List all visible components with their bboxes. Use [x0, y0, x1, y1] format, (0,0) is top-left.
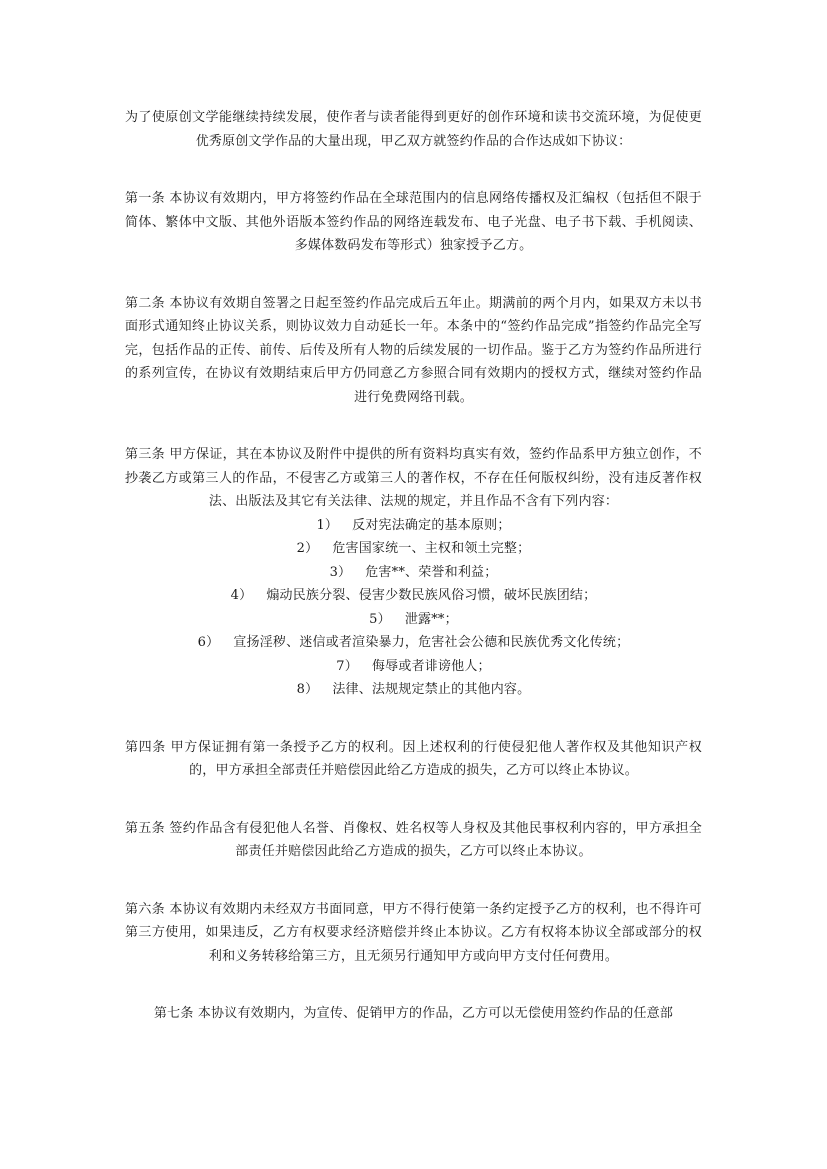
list-item: [125, 655, 702, 679]
article-3: 第三条 甲方保证，其在本协议及附件中提供的所有资料均真实有效，签约作品系甲方独立创作，不抄袭乙方或第三人的作品，不侵害乙方或第三人的著作权，不存在任何版权纠纷，没有违反著作权法、出版法及其它有关法律、法规的规定，并且作品不含有下列内容：: [125, 447, 702, 509]
list-item: [125, 631, 702, 655]
list-item-text: 法律、法规规定禁止的其他内容。: [332, 682, 531, 697]
list-item-text: 煽动民族分裂、侵害少数民族风俗习惯，破坏民族团结；: [266, 588, 597, 603]
list-item-number: 4）: [230, 588, 253, 603]
list-item-number: 1）: [316, 517, 339, 533]
list-item: [125, 678, 702, 702]
list-item-text: 泄露**；: [404, 611, 458, 627]
article-6: 第六条 本协议有效期内未经双方书面同意，甲方不得行使第一条约定授予乙方的权利，也不得许可第三方使用，如果违反，乙方有权要求经济赔偿并终止本协议。乙方有权将本协议全部或部分的权利和义务转移给第三方，且无须另行通知甲方或向甲方支付任何费用。: [125, 901, 702, 964]
paragraph-gap: [125, 864, 702, 898]
list-item-number: 5）: [369, 611, 391, 627]
paragraph-gap: [125, 783, 702, 817]
list-item-number: 7）: [336, 658, 358, 674]
list-item: [125, 584, 702, 608]
list-item-text: 危害**、荣誉和利益；: [365, 564, 498, 580]
list-item: [125, 561, 702, 585]
article-4: 第四条 甲方保证拥有第一条授予乙方的权利。因上述权利的行使侵犯他人著作权及其他知识产权的，甲方承担全部责任并赔偿因此给乙方造成的损失，乙方可以终止本协议。: [125, 739, 702, 778]
article-5: 第五条 签约作品含有侵犯他人名誉、肖像权、姓名权等人身权及其他民事权利内容的，甲方承担全部责任并赔偿因此给乙方造成的损失，乙方可以终止本协议。: [125, 820, 702, 859]
list-item-number: 6）: [197, 635, 220, 650]
paragraph-gap: [125, 409, 702, 443]
list-item: [125, 608, 702, 632]
intro-paragraph: 为了使原创文学能继续持续发展，使作者与读者能得到更好的创作环境和读书交流环境，为促使更优秀原创文学作品的大量出现，甲乙双方就签约作品的合作达成如下协议：: [125, 110, 702, 149]
paragraph-gap: [125, 968, 702, 1002]
document-body: [125, 106, 702, 1026]
list-item: [125, 514, 702, 538]
list-item-text: 反对宪法确定的基本原则；: [352, 517, 511, 533]
article-7: 第七条 本协议有效期内，为宣传、促销甲方的作品，乙方可以无偿使用签约作品的任意部: [153, 1006, 674, 1021]
paragraph-gap: [125, 153, 702, 187]
paragraph-gap: [125, 702, 702, 736]
list-item-number: 2）: [296, 541, 319, 556]
list-item-number: 3）: [329, 564, 352, 580]
list-item: [125, 537, 702, 561]
article-2: 第二条 本协议有效期自签署之日起至签约作品完成后五年止。期满前的两个月内，如果双方未以书面形式通知终止协议关系，则协议效力自动延长一年。本条中的“签约作品完成”指签约作品完全写完，包括作品的正传、前传、后传及所有人物的后续发展的一切作品。鉴于乙方为签约作品所进行的系列宣传，在协议有效期结束后甲方仍同意乙方参照合同有效期内的授权方式，继续对签约作品进行免费网络刊载。: [125, 295, 702, 405]
prohibited-content-list: [125, 514, 702, 702]
list-item-text: 危害国家统一、主权和领土完整；: [332, 541, 531, 556]
list-item-number: 8）: [296, 682, 319, 697]
article-1: 第一条 本协议有效期内，甲方将签约作品在全球范围内的信息网络传播权及汇编权（包括但不限于简体、繁体中文版、其他外语版本签约作品的网络连载发布、电子光盘、电子书下载、手机阅读、多媒体数码发布等形式）独家授予乙方。: [125, 191, 702, 253]
paragraph-gap: [125, 258, 702, 292]
list-item-text: 侮辱或者诽谤他人；: [371, 658, 491, 674]
list-item-text: 宣扬淫秽、迷信或者渲染暴力，危害社会公德和民族优秀文化传统；: [233, 635, 630, 650]
